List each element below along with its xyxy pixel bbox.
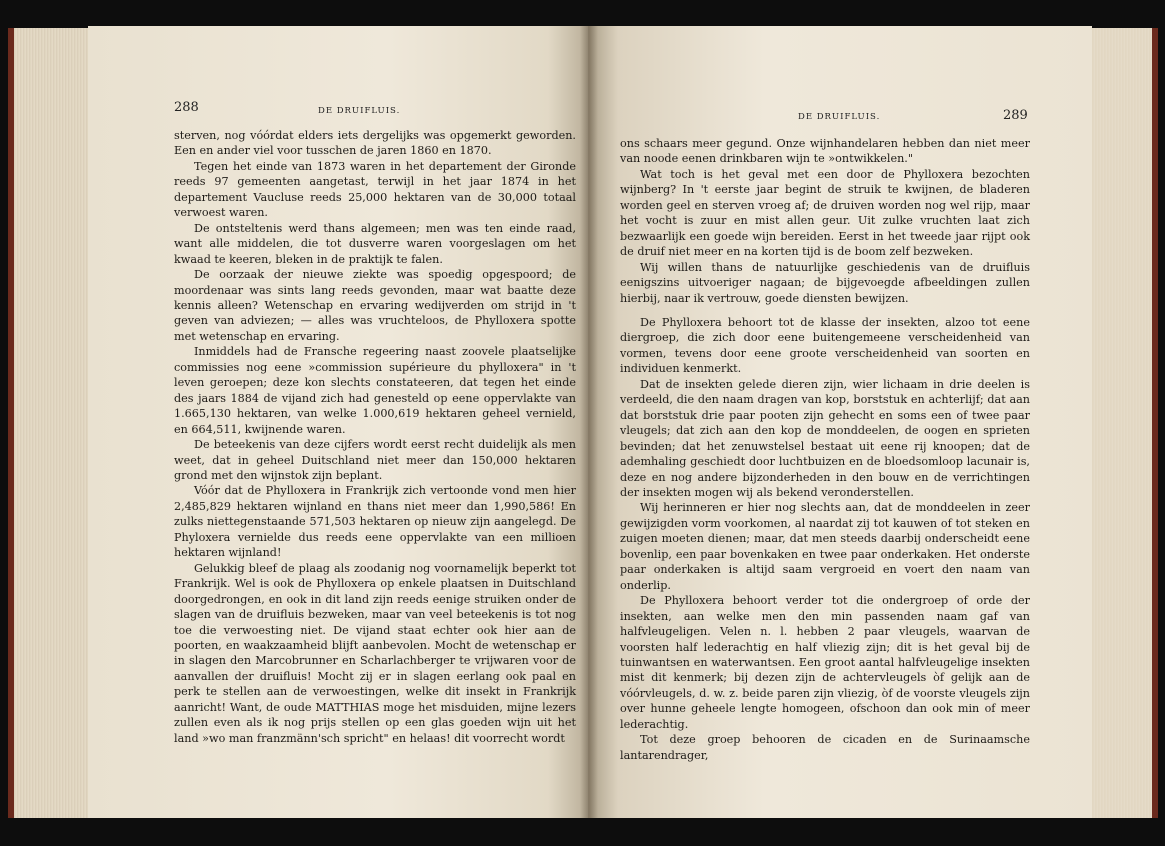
body-text <box>174 128 576 746</box>
paragraph: De Phylloxera behoort verder tot die ondergroep of orde der insekten, aan welke men den min passenden naam gaf van halfvleugeligen. Velen n. l. hebben 2 paar vleugels, waarvan de voorsten half lederachtig en half vliezig zijn; dit is het geval bij de tuinwantsen en waterwantsen. Een groot aantal halfvleugelige insekten mist dit kenmerk; bij dezen zijn de achtervleugels òf gelijk aan de vóórvleugels, d. w. z. beide paren zijn vliezig, òf de voorste vleugels zijn over hunne geheele lengte homogeen, ofschoon dan ook min of meer lederachtig. <box>620 594 1030 731</box>
page-edges-right <box>1092 28 1158 818</box>
left-page <box>88 26 588 818</box>
page-edges-left <box>8 28 88 818</box>
paragraph: Dat de insekten gelede dieren zijn, wier lichaam in drie deelen is verdeeld, die den naam dragen van kop, borststuk en achterlijf; dat aan dat borststuk drie paar pooten zijn gehecht en soms een of twee paar vleugels; dat zich aan den kop de monddeelen, de oogen en sprieten bevinden; dat het zenuwstelsel bestaat uit eene rij knoopen; dat de ademhaling geschiedt door luchtbuizen en de bloedsomloop lacunair is, deze en nog andere bijzonderheden in den bouw en de verrichtingen der insekten mogen wij als bekend veronderstellen. <box>620 377 1030 499</box>
page-number: 289 <box>1003 108 1028 123</box>
paragraph: De ontsteltenis werd thans algemeen; men was ten einde raad, want alle middelen, die tot dusverre waren voorgeslagen om het kwaad te keeren, bleken in de praktijk te falen. <box>174 221 576 266</box>
paragraph: sterven, nog vóórdat elders iets dergelijks was opgemerkt geworden. Een en ander viel voor tusschen de jaren 1860 en 1870. <box>174 129 576 158</box>
body-text <box>620 136 1030 763</box>
right-page <box>588 26 1092 818</box>
paragraph: Tegen het einde van 1873 waren in het departement der Gironde reeds 97 gemeenten aangetast, terwijl in het jaar 1874 in het departement Vaucluse reeds 25,000 hektaren van de 30,000 totaal verwoest waren. <box>174 159 576 220</box>
page-number: 288 <box>174 100 199 115</box>
open-book <box>8 22 1158 822</box>
paragraph: Vóór dat de Phylloxera in Frankrijk zich vertoonde vond men hier 2,485,829 hektaren wijnland en thans niet meer dan 1,990,586! En zulks niettegenstaande 571,503 hektaren op nieuw zijn aangelegd. De Phyloxera vernielde dus reeds eene oppervlakte van een millioen hektaren wijnland! <box>174 484 576 560</box>
paragraph: Wij willen thans de natuurlijke geschiedenis van de druifluis eenigszins uitvoeriger nagaan; de bijgevoegde afbeeldingen zullen hierbij, naar ik vertrouw, goede diensten bewijzen. <box>620 260 1030 305</box>
paragraph: ons schaars meer gegund. Onze wijnhandelaren hebben dan niet meer van noode eenen drinkbaren wijn te »ontwikkelen." <box>620 137 1030 166</box>
paragraph: Wat toch is het geval met een door de Phylloxera bezochten wijnberg? In 't eerste jaar begint de struik te kwijnen, de bladeren worden geel en sterven vroeg af; de druiven worden nog wel rijp, maar het vocht is zuur en mist allen geur. Uit zulke vruchten laat zich bezwaarlijk een goede wijn bereiden. Eerst in het tweede jaar rijpt ook de druif niet meer en na korten tijd is de boom zelf bezweken. <box>620 167 1030 259</box>
paragraph: De beteekenis van deze cijfers wordt eerst recht duidelijk als men weet, dat in geheel Duitschland niet meer dan 150,000 hektaren grond met den wijnstok zijn beplant. <box>174 438 576 482</box>
paragraph: Wij herinneren er hier nog slechts aan, dat de monddeelen in zeer gewijzigden vorm voorkomen, al naardat zij tot kauwen of tot steken en zuigen moeten dienen; maar, dat men steeds daarbij onderscheidt eene bovenlip, een paar bovenkaken en twee paar onderkaken. Het onderste paar onderkaken is altijd saam vergroeid en voert den naam van onderlip. <box>620 501 1030 592</box>
paragraph: Inmiddels had de Fransche regeering naast zoovele plaatselijke commissies nog eene »commission supérieure du phylloxera" in 't leven geroepen; deze kon slechts constateeren, dat tegen het einde des jaars 1884 de vijand zich had genesteld op eene oppervlakte van 1.665,130 hektaren, van welke 1.000,619 hektaren geheel vernield, en 664,511, kwijnende waren. <box>174 345 576 436</box>
running-head: DE DRUIFLUIS. <box>798 112 881 122</box>
book-gutter <box>580 26 598 818</box>
paragraph: Gelukkig bleef de plaag als zoodanig nog voornamelijk beperkt tot Frankrijk. Wel is ook de Phylloxera op enkele plaatsen in Duitschland doorgedrongen, en ook in dit land zijn reeds eenige struiken onder de slagen van de druifluis bezweken, maar van veel beteekenis is tot nog toe die verwoesting niet. De vijand staat echter ook hier aan de poorten, en waakzaamheid blijft aanbevolen. Mocht de wetenschap er in slagen den Marcobrunner en Scharlachberger te vrijwaren voor de aanvallen der druifluis! Mocht zij er in slagen eerlang ook paal en perk te stellen aan de verwoestingen, welke dit insekt in Frankrijk aanricht! Want, de oude MATTHIAS moge het misduiden, mijne lezers zullen even als ik nog prijs stellen op een glas goeden wijn uit het land »wo man franzmänn'sch spricht" en helaas! dit voorrecht wordt <box>174 561 576 745</box>
paragraph: De Phylloxera behoort tot de klasse der insekten, alzoo tot eene diergroep, die zich door eene buitengemeene verscheidenheid van vormen, tevens door eene groote verscheidenheid van soorten en individuen kenmerkt. <box>620 315 1030 376</box>
running-head: DE DRUIFLUIS. <box>318 106 401 116</box>
paragraph: De oorzaak der nieuwe ziekte was spoedig opgespoord; de moordenaar was sints lang reeds gevonden, maar wat baatte deze kennis alleen? Wetenschap en ervaring wedijverden om strijd in 't geven van adviezen; — alles was vruchteloos, de Phylloxera spotte met wetenschap en ervaring. <box>174 268 576 343</box>
paragraph: Tot deze groep behooren de cicaden en de Surinaamsche lantarendrager, <box>620 733 1030 762</box>
